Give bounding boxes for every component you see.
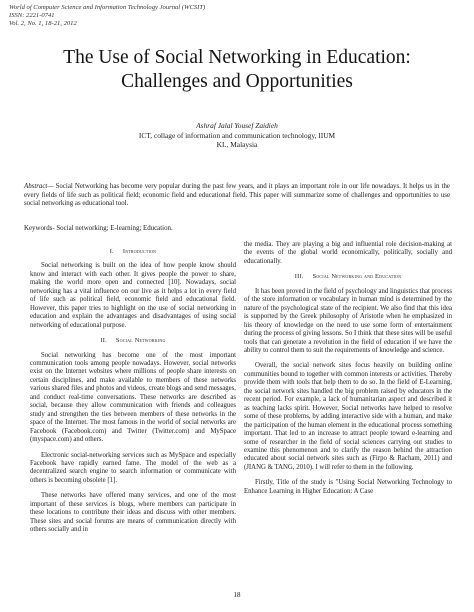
- section-heading-introduction: [30, 248, 236, 256]
- section-title: Social Networking: [115, 337, 166, 345]
- author-location: KL, Malaysia: [216, 140, 258, 150]
- paragraph: Electronic social-networking services such as MySpace and especially Facebook have rapidly earned fame. The model of the web as a decentralized search engine to search information or communicate with others is becoming obsolete [1].: [30, 451, 236, 484]
- abstract-text: Social Networking has become very popular during the past few years, and it plays an important role in our life nowadays. It helps us in the every fields of life such as political field; economic field and educational field. This paper will summarize some of challenges and opportunities to use social networking as educational tool.: [24, 183, 450, 208]
- author-affiliation: ICT, collage of information and communication technology, IIUM: [138, 130, 336, 140]
- abstract: [24, 183, 450, 209]
- paper-title-line-2: Challenges and Opportunities: [121, 71, 353, 92]
- section-title: Introduction: [122, 248, 157, 255]
- paragraph: These networks have offered many services, and one of the most important of these services is blogs, where members can participate in these locations to contribute their ideas and discuss with other members. These sites and social forums are means of communication directly with others socially and in: [30, 492, 236, 534]
- section-title: Social Networking and Education: [312, 273, 402, 281]
- paragraph: the media. They are playing a big and influential role decision-making at the events of the global world economically, politically, socially and educationally.: [244, 241, 452, 265]
- paper-title-line-1: The Use of Social Networking in Education:: [63, 47, 411, 68]
- paragraph: Firstly, Title of the study is "Using Social Networking Technology to Enhance Learning in Higher Education: A Case: [244, 479, 452, 495]
- author-name: Ashraf Jalal Yousef Zaidieh: [196, 121, 278, 130]
- left-column: [30, 241, 236, 535]
- section-number: III.: [294, 273, 304, 281]
- journal-header: [9, 4, 205, 29]
- section-number: II.: [100, 337, 107, 345]
- author-block: [0, 121, 474, 150]
- journal-name: World of Computer Science and Information Technology Journal (WCSIT): [9, 4, 206, 11]
- journal-volume: Vol. 2, No. 1, 18-21, 2012: [9, 20, 77, 28]
- section-heading-social-networking-and-education: [244, 273, 452, 281]
- journal-issn: ISSN: 2221-0741: [9, 12, 55, 20]
- section-heading-social-networking: [30, 337, 236, 345]
- keywords: Keywords- Social networking; E-learning; Education.: [24, 225, 173, 232]
- page-number: 18: [233, 591, 241, 599]
- abstract-label: Abstract—: [24, 183, 54, 190]
- section-number: I.: [109, 248, 114, 255]
- paragraph: It has been proved in the field of psychology and linguistics that process of the store information or vocabulary in human mind is determined by the nature of the psychological state of the recipient. We also find that this idea is supported by the Greek philosophy of Aristotle when he emphasized in his theory of knowledge on the need to use some form of entertainment during the process of giving lessons. So I think that these sites will be useful tools that can generate a revolution in the field of education if we have the ability to control them to suit the requirements of knowledge and science.: [244, 287, 452, 354]
- paper-title: [0, 46, 474, 94]
- paragraph: Overall, the social network sites focus heavily on building online communities bound to together with common interests or activities. Thereby provide them with tools that help them to do so. In the field of E-Learning, the social network sites handled the big problem raised by educators in the recent period. For example, a lack of humanitarian aspect and described it as teaching lacks spirit. However, Social networks have helped to resolve some of these problems, by adding interactive side with a human, and make the participation of the human element in the educational process something important. That led to an increase to attract people toward e-learning and some of researcher in the field of social sciences carrying out studies to examine this phenomenon and to clarify the reason behind the attraction educated about social network sites such as (Firpo & Racham, 2011) and (JIANG & TANG, 2010). I will refer to them in the following.: [244, 362, 452, 471]
- right-column: [244, 241, 452, 496]
- paragraph: Social networking has become one of the most important communication tools among people nowadays. However, social networks exist on the Internet websites where millions of people share interests on certain disciplines, and make available to members of these networks various shared files and photos and videos, create blogs and send messages, and conduct real-time conversations. These networks are described as social, because they allow communication with friends and colleagues study and strengthen the ties between members of these networks in the space of the Internet. The most famous in the world of social networks are Facebook (Facebook.com) and Twitter (Twitter.com) and MySpace (myspace.com) and others.: [30, 351, 236, 444]
- paragraph: Social networking is built on the idea of how people know should know and interact with each other. It gives people the power to share, making the world more open and connected [10]. Nowadays, social networking has a vital influence on our live as it helps a lot in every field of life such as political field, economic field and educational field. However, this paper tries to highlight on the use of social networking in education and explain the advantages and disadvantages of using social networking of educational purpose.: [30, 262, 236, 329]
